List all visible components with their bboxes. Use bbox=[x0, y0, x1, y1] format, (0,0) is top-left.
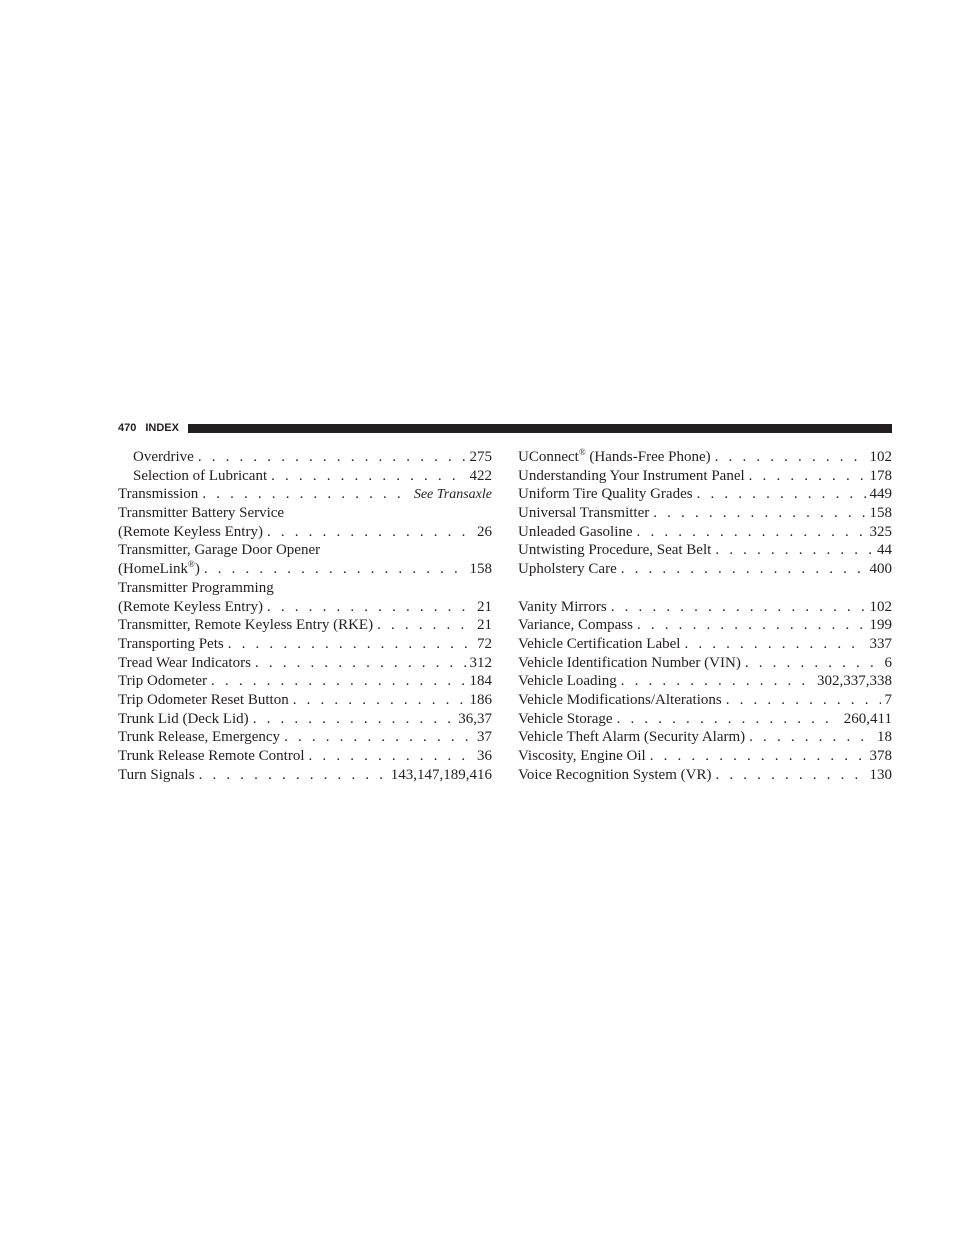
index-entry bbox=[518, 747, 892, 766]
index-entry bbox=[518, 635, 892, 654]
index-term-text: Transmitter Battery Service bbox=[118, 505, 285, 522]
index-page-ref: 21 bbox=[477, 617, 492, 634]
index-entry bbox=[118, 504, 492, 523]
dot-leader bbox=[715, 448, 866, 467]
dot-leader bbox=[684, 635, 865, 654]
index-entry bbox=[518, 710, 892, 729]
index-entry bbox=[118, 467, 492, 486]
index-term bbox=[518, 728, 745, 747]
index-term bbox=[518, 598, 607, 617]
index-term-text: Viscosity, Engine Oil bbox=[518, 748, 646, 764]
dot-leader bbox=[749, 728, 873, 747]
index-term-text: Vehicle Identification Number (VIN) bbox=[518, 654, 741, 671]
index-term-text: Trunk Release Remote Control bbox=[118, 748, 305, 764]
index-page-ref: 158 bbox=[869, 505, 892, 522]
index-page-ref: 178 bbox=[869, 467, 892, 484]
index-page-ref: 325 bbox=[869, 523, 892, 540]
index-term bbox=[518, 504, 649, 523]
registered-mark: ® bbox=[187, 560, 195, 570]
index-entry bbox=[118, 523, 492, 542]
index-entry bbox=[118, 616, 492, 635]
dot-leader bbox=[271, 467, 465, 486]
index-page-ref: 7 bbox=[884, 691, 892, 708]
index-term bbox=[118, 560, 200, 579]
index-term bbox=[118, 710, 249, 729]
index-term bbox=[518, 485, 693, 504]
index-page-ref: 6 bbox=[884, 654, 892, 671]
index-page-ref: 449 bbox=[869, 486, 892, 503]
index-term bbox=[118, 579, 274, 598]
index-term-text: Trunk Lid (Deck Lid) bbox=[118, 710, 249, 727]
dot-leader bbox=[198, 448, 466, 467]
index-term-text: Vanity Mirrors bbox=[518, 598, 607, 615]
index-page-ref: 400 bbox=[869, 561, 892, 578]
index-term bbox=[518, 710, 613, 729]
dot-leader bbox=[267, 523, 473, 542]
index-page-ref: 44 bbox=[877, 542, 892, 559]
index-term-text: Transmitter, Garage Door Opener bbox=[118, 542, 321, 559]
dot-leader bbox=[211, 672, 465, 691]
index-page-ref: 37 bbox=[477, 729, 492, 746]
dot-leader bbox=[199, 766, 387, 785]
index-entry bbox=[118, 448, 492, 467]
index-term bbox=[518, 523, 633, 542]
index-term-text: Unleaded Gasoline bbox=[518, 523, 633, 540]
index-entry bbox=[118, 654, 492, 673]
index-page-ref: 102 bbox=[869, 449, 892, 465]
index-page-ref: 312 bbox=[469, 654, 492, 671]
index-term-text: Turn Signals bbox=[118, 766, 195, 783]
index-term bbox=[518, 616, 633, 635]
index-term-text: Trip Odometer bbox=[118, 673, 208, 690]
index-term bbox=[118, 654, 251, 673]
index-term bbox=[118, 616, 373, 635]
index-entry bbox=[118, 485, 492, 504]
index-term-text: Untwisting Procedure, Seat Belt bbox=[518, 542, 712, 559]
index-column-right bbox=[518, 448, 892, 784]
index-term-text: Vehicle Certification Label bbox=[518, 635, 681, 652]
index-entry bbox=[518, 728, 892, 747]
index-term bbox=[518, 560, 617, 579]
dot-leader bbox=[715, 541, 873, 560]
dot-leader bbox=[637, 523, 866, 542]
dot-leader bbox=[293, 691, 466, 710]
index-term-text: Trunk Release, Emergency bbox=[118, 729, 281, 746]
index-entry bbox=[518, 541, 892, 560]
index-page-ref: 143,147,189,416 bbox=[390, 766, 492, 783]
index-entry bbox=[518, 467, 892, 486]
index-page-ref: 26 bbox=[477, 523, 492, 540]
index-term-text: Upholstery Care bbox=[518, 561, 617, 578]
dot-leader bbox=[749, 467, 866, 486]
index-column-left bbox=[118, 448, 492, 784]
index-page-ref: 302,337,338 bbox=[817, 673, 892, 690]
index-entry bbox=[518, 766, 892, 785]
index-page-ref: 36,37 bbox=[458, 710, 492, 727]
index-page-ref: 378 bbox=[869, 748, 892, 764]
index-term-text: Voice Recognition System (VR) bbox=[518, 766, 712, 783]
index-page-ref: 275 bbox=[469, 449, 492, 465]
index-term-text: (Remote Keyless Entry) bbox=[118, 523, 263, 540]
index-term bbox=[133, 467, 267, 486]
index-entry bbox=[118, 598, 492, 617]
dot-leader bbox=[697, 485, 866, 504]
dot-leader bbox=[202, 485, 410, 504]
index-term bbox=[518, 747, 646, 766]
index-entry bbox=[118, 747, 492, 766]
index-entry bbox=[518, 560, 892, 579]
index-term-tail: ) bbox=[194, 561, 200, 578]
header-rule bbox=[188, 424, 892, 433]
dot-leader bbox=[726, 691, 881, 710]
dot-leader bbox=[309, 747, 473, 766]
index-term bbox=[133, 448, 194, 467]
index-term-text: Vehicle Modifications/Alterations bbox=[518, 691, 722, 708]
index-term bbox=[118, 635, 224, 654]
index-entry bbox=[118, 579, 492, 598]
index-page-ref: 21 bbox=[477, 598, 492, 615]
index-entry bbox=[518, 485, 892, 504]
index-term-text: Overdrive bbox=[133, 449, 194, 465]
index-entry bbox=[118, 728, 492, 747]
index-term bbox=[518, 672, 617, 691]
dot-leader bbox=[228, 635, 473, 654]
index-page-ref: 158 bbox=[469, 561, 492, 578]
index-term-text: Transmission bbox=[118, 486, 199, 503]
index-page-ref: 36 bbox=[477, 748, 492, 764]
dot-leader bbox=[637, 616, 866, 635]
index-entry bbox=[518, 691, 892, 710]
index-term-text: Transporting Pets bbox=[118, 635, 224, 652]
section-title: INDEX bbox=[145, 422, 179, 434]
index-entry bbox=[118, 541, 492, 560]
index-term-text: Uniform Tire Quality Grades bbox=[518, 486, 693, 503]
index-term-text: Trip Odometer Reset Button bbox=[118, 691, 289, 708]
index-term bbox=[518, 635, 680, 654]
dot-leader bbox=[745, 654, 881, 673]
index-term-text: Tread Wear Indicators bbox=[118, 654, 251, 671]
dot-leader bbox=[650, 747, 866, 766]
index-page-ref: 337 bbox=[869, 635, 892, 652]
index-term-text: (HomeLink bbox=[118, 561, 188, 578]
dot-leader bbox=[284, 728, 473, 747]
dot-leader bbox=[611, 598, 866, 617]
index-entry bbox=[118, 560, 492, 579]
index-term-text: Variance, Compass bbox=[518, 617, 633, 634]
dot-leader bbox=[267, 598, 473, 617]
index-page-ref: 72 bbox=[477, 635, 492, 652]
index-term bbox=[118, 541, 320, 560]
index-term-text: Vehicle Theft Alarm (Security Alarm) bbox=[518, 729, 746, 746]
dot-leader bbox=[617, 710, 840, 729]
index-page-ref: 184 bbox=[469, 673, 492, 690]
index-term-text: Transmitter Programming bbox=[118, 579, 274, 596]
page-number: 470 bbox=[118, 422, 137, 434]
index-page-ref: 199 bbox=[869, 617, 892, 634]
index-entry bbox=[518, 448, 892, 467]
index-term bbox=[518, 654, 741, 673]
index-term bbox=[518, 766, 711, 785]
index-page-ref: 130 bbox=[869, 766, 892, 783]
dot-leader bbox=[621, 560, 866, 579]
index-term-text: Vehicle Loading bbox=[518, 673, 617, 690]
index-term-text: Understanding Your Instrument Panel bbox=[518, 467, 745, 484]
dot-leader bbox=[377, 616, 473, 635]
index-entry bbox=[118, 635, 492, 654]
index-term-text: (Remote Keyless Entry) bbox=[118, 598, 263, 615]
index-term bbox=[518, 541, 711, 560]
dot-leader bbox=[653, 504, 865, 523]
index-term bbox=[118, 691, 289, 710]
index-page-ref: 260,411 bbox=[843, 710, 892, 727]
dot-leader bbox=[715, 766, 865, 785]
index-term-text: UConnect bbox=[518, 449, 579, 465]
index-entry bbox=[118, 691, 492, 710]
index-entry bbox=[118, 672, 492, 691]
index-term bbox=[118, 523, 263, 542]
index-entry bbox=[118, 710, 492, 729]
dot-leader bbox=[255, 654, 466, 673]
index-spacer bbox=[518, 579, 892, 598]
index-page-ref: 422 bbox=[469, 467, 492, 484]
index-term bbox=[118, 747, 305, 766]
index-page-ref: 186 bbox=[469, 691, 492, 708]
index-entry bbox=[518, 523, 892, 542]
index-term bbox=[518, 448, 711, 467]
index-term-text: Selection of Lubricant bbox=[133, 467, 268, 484]
index-term bbox=[118, 728, 280, 747]
index-term-text: Vehicle Storage bbox=[518, 710, 613, 727]
index-entry bbox=[118, 766, 492, 785]
index-entry bbox=[518, 504, 892, 523]
index-entry bbox=[518, 598, 892, 617]
index-term bbox=[118, 672, 207, 691]
index-term bbox=[118, 766, 195, 785]
index-page-ref: See Transaxle bbox=[413, 487, 492, 503]
index-entry bbox=[518, 616, 892, 635]
index-entry bbox=[518, 672, 892, 691]
index-entry bbox=[518, 654, 892, 673]
index-term-text: Transmitter, Remote Keyless Entry (RKE) bbox=[118, 617, 374, 634]
index-term bbox=[518, 467, 745, 486]
index-term-text: Universal Transmitter bbox=[518, 505, 650, 522]
index-page-ref: 102 bbox=[869, 598, 892, 615]
index-term-tail: (Hands-Free Phone) bbox=[585, 449, 711, 465]
index-term bbox=[118, 504, 284, 523]
registered-mark: ® bbox=[578, 448, 586, 457]
dot-leader bbox=[204, 560, 466, 579]
dot-leader bbox=[621, 672, 813, 691]
page-header bbox=[118, 420, 892, 436]
index-term bbox=[518, 691, 722, 710]
index-page-ref: 18 bbox=[877, 729, 892, 746]
index-term bbox=[118, 598, 263, 617]
dot-leader bbox=[253, 710, 455, 729]
index-term bbox=[118, 485, 198, 504]
